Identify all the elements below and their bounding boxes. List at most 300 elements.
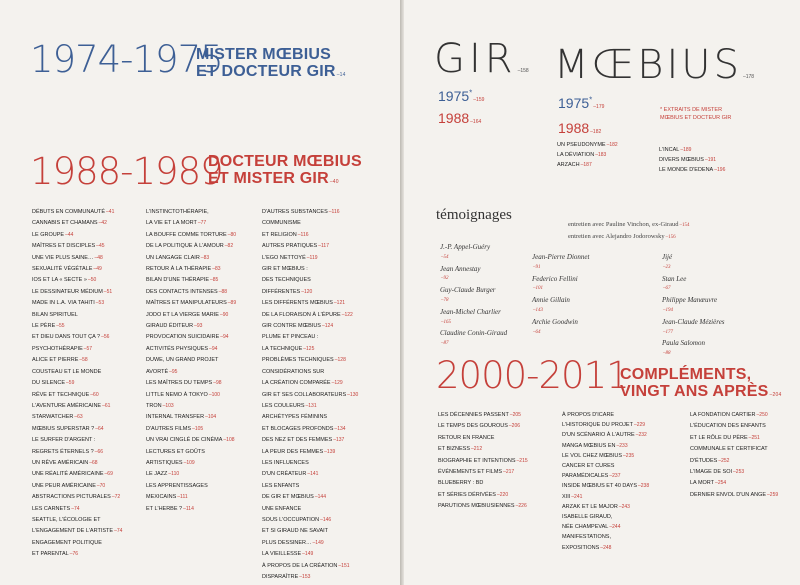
page-ref: –59 bbox=[66, 380, 75, 387]
entry-title: LE TEMPS DES GOUROUS bbox=[438, 423, 508, 430]
entry-title: COMMUNISME ET RELIGION bbox=[262, 220, 301, 238]
page-ref: –252 bbox=[718, 457, 730, 464]
page-ref: –194 bbox=[663, 307, 673, 313]
entry-title: LES COULEURS bbox=[262, 402, 305, 409]
toc-entry bbox=[146, 378, 258, 389]
toc-entry bbox=[146, 321, 258, 332]
toc-entry bbox=[32, 401, 142, 412]
entry-title: UN VRAI CINGLÉ DE CINÉMA bbox=[146, 437, 223, 444]
entry-title: PARUTIONS MŒBIUSIENNES bbox=[438, 503, 515, 510]
page-ref: –189 bbox=[680, 147, 692, 153]
entry-title: Annie Gillain bbox=[532, 296, 570, 305]
entry-title: UN RÊVE AMÉRICAIN bbox=[32, 459, 89, 466]
entry-title: BILAN SPIRITUEL LE PÈRE bbox=[32, 311, 78, 330]
page-ref: –98 bbox=[213, 380, 222, 387]
section-title-complements bbox=[620, 366, 781, 404]
entry-title: DES NEZ ET DES FEMMES bbox=[262, 437, 333, 444]
page-ref: –128 bbox=[334, 357, 346, 364]
entry-title: PSYCHOTHÉRAPIE bbox=[32, 345, 83, 352]
testimonials-column-1 bbox=[440, 242, 507, 350]
entry-title: RÊVE ET TECHNIQUE bbox=[32, 391, 90, 398]
page-ref: –72 bbox=[111, 494, 121, 501]
page-ref: –235 bbox=[623, 452, 635, 459]
page-ref: –122 bbox=[341, 311, 353, 318]
toc-column-3 bbox=[262, 207, 376, 583]
section-title-line: ET DOCTEUR GIR bbox=[196, 63, 336, 80]
footnote-mark: * bbox=[589, 95, 593, 105]
entry-title: UNE ENFANCE SOUS L'OCCUPATION bbox=[262, 505, 320, 523]
toc-entry bbox=[146, 241, 258, 252]
entry-title: UN LANGAGE CLAIR bbox=[146, 254, 200, 261]
entry-title: D'UN SCÉNARIO À L'AUTRE bbox=[562, 432, 635, 439]
page-ref: –119 bbox=[306, 254, 318, 261]
moebius-1988-list-b bbox=[659, 145, 725, 175]
toc-entry bbox=[146, 344, 258, 355]
page-ref: –215 bbox=[516, 457, 528, 464]
toc-entry bbox=[440, 264, 507, 286]
entry-title: J.-P. Appel-Guéry bbox=[440, 243, 491, 251]
page-ref: –48 bbox=[94, 254, 103, 261]
section-title-line: DOCTEUR MŒBIUS bbox=[208, 153, 362, 170]
page-ref: –159 bbox=[473, 97, 485, 103]
toc-entry bbox=[32, 424, 142, 435]
page-ref: –61 bbox=[102, 402, 111, 409]
page-ref: –74 bbox=[114, 528, 123, 535]
page-ref: –67 bbox=[663, 286, 671, 292]
entry-title: GIR ET SES COLLABORATEURS bbox=[262, 391, 347, 398]
footnote-mark: * bbox=[469, 88, 473, 98]
entry-title: LA PEUR DES FEMMES bbox=[262, 448, 324, 455]
toc-entry bbox=[262, 412, 376, 435]
toc-entry bbox=[557, 160, 618, 170]
entry-title: L'AVENTURE AMÉRICAINE bbox=[32, 402, 102, 409]
page-ref: –49 bbox=[93, 266, 102, 273]
toc-entry bbox=[262, 390, 376, 401]
page-ref: –220 bbox=[496, 491, 509, 498]
entry-title: CANNABIS ET CHAMANS bbox=[32, 220, 98, 227]
page-ref: –205 bbox=[509, 412, 521, 418]
page-ref: –92 bbox=[441, 276, 449, 282]
toc-entry bbox=[690, 490, 800, 501]
page-ref: –95 bbox=[169, 368, 178, 375]
page-ref: –60 bbox=[90, 391, 99, 398]
entry-title: LITTLE NEMO À TOKYO bbox=[146, 391, 208, 398]
page-ref: –109 bbox=[183, 459, 195, 466]
entry-title: L'IMAGE DE SOI bbox=[690, 469, 733, 476]
toc-entry bbox=[32, 264, 142, 275]
page-ref: –57 bbox=[83, 345, 93, 352]
entry-title: À PROPOS D'ICARE L'HISTORIQUE DU PROJET bbox=[562, 412, 633, 429]
toc-entry bbox=[662, 317, 725, 339]
toc-entry bbox=[146, 275, 258, 286]
page-ref: –51 bbox=[103, 288, 113, 295]
entry-title: SEATTLE, L'ÉCOLOGIE ET L'ENGAGEMENT DE L'ARTISTE bbox=[32, 516, 114, 535]
entry-title: DES CONTACTS INTENSES bbox=[146, 288, 218, 295]
page-ref: –233 bbox=[616, 442, 628, 449]
entry-title: Paula Salomon bbox=[662, 339, 705, 348]
toc-entry bbox=[146, 390, 258, 401]
page-ref: –237 bbox=[609, 473, 621, 480]
page-ref: –41 bbox=[106, 209, 115, 215]
entry-title: UNE RÉALITÉ AMÉRICAINE bbox=[32, 471, 104, 478]
entry-title: L'INSTINCTOTHÉRAPIE, LA VIE ET LA MORT bbox=[146, 209, 209, 227]
page-ref: –82 bbox=[224, 243, 234, 250]
toc-entry bbox=[262, 447, 376, 458]
toc-entry bbox=[662, 252, 725, 274]
entry-title: LES DÉCENNIES PASSENT bbox=[438, 412, 509, 418]
toc-entry bbox=[262, 401, 376, 412]
toc-entry bbox=[438, 478, 554, 501]
toc-entry bbox=[262, 561, 376, 572]
complements-column-2 bbox=[562, 410, 680, 553]
toc-entry bbox=[532, 295, 589, 317]
interviews bbox=[568, 219, 690, 243]
complements-column-3 bbox=[690, 410, 800, 501]
toc-entry bbox=[262, 253, 376, 264]
page-ref: –63 bbox=[74, 414, 83, 421]
toc-entry bbox=[557, 150, 618, 160]
page-ref: –70 bbox=[96, 482, 106, 489]
page-ref: –114 bbox=[183, 505, 194, 512]
page-ref: –124 bbox=[321, 323, 334, 330]
entry-title: Jean-Pierre Dionnet bbox=[532, 253, 590, 261]
toc-entry bbox=[32, 207, 142, 218]
page-ref: –212 bbox=[471, 446, 483, 453]
toc-entry bbox=[562, 451, 680, 461]
toc-entry bbox=[262, 355, 376, 366]
moebius-word: MŒBIUS bbox=[554, 42, 742, 88]
page-ref: –146 bbox=[320, 516, 332, 523]
toc-entry bbox=[438, 421, 554, 432]
page-ref: –149 bbox=[312, 539, 324, 546]
page-ref: –177 bbox=[663, 329, 673, 335]
toc-entry bbox=[146, 287, 258, 298]
toc-entry bbox=[32, 481, 142, 492]
toc-entry bbox=[262, 481, 376, 504]
toc-entry bbox=[562, 512, 680, 532]
section-years-2000: 2000-2011 bbox=[436, 354, 629, 397]
toc-entry bbox=[438, 433, 554, 456]
toc-entry bbox=[438, 467, 554, 478]
entry-title: BILAN D'UNE THÉRAPIE bbox=[146, 277, 209, 284]
entry-title: LE JAZZ bbox=[146, 471, 168, 478]
toc-entry bbox=[262, 264, 376, 298]
toc-entry bbox=[146, 435, 258, 446]
toc-entry bbox=[146, 207, 258, 230]
entry-title: L'EGO NETTOYÉ bbox=[262, 254, 306, 261]
moebius-heading bbox=[554, 42, 754, 88]
entry-title: IOS ET LA « SECTE » bbox=[32, 277, 87, 284]
toc-entry bbox=[262, 526, 376, 549]
page-ref: –83 bbox=[200, 254, 210, 261]
entry-title: LE SURFER D'ARGENT : REGRETS ÉTERNELS ? bbox=[32, 437, 96, 455]
toc-entry bbox=[32, 515, 142, 538]
page-ref: –226 bbox=[515, 503, 527, 510]
page-ref: –94 bbox=[220, 334, 229, 341]
section-title-docteur-moebius bbox=[208, 153, 362, 191]
entry-title: COUSTEAU ET LE MONDE DU SILENCE bbox=[32, 368, 102, 387]
entry-title: LE DESSINATEUR MÉDIUM bbox=[32, 288, 103, 295]
entry-title: MAÎTRES ET MANIPULATEURS bbox=[146, 300, 227, 307]
page-ref: –116 bbox=[328, 209, 340, 215]
entry-title: INSIDE MŒBIUS ET 40 DAYS bbox=[562, 483, 637, 490]
entry-title: Stan Lee bbox=[662, 274, 687, 283]
page-ref: –253 bbox=[733, 469, 745, 476]
entry-title: DUWE, UN GRAND PROJET AVORTÉ bbox=[146, 357, 219, 375]
toc-entry bbox=[440, 307, 507, 329]
toc-entry bbox=[146, 424, 258, 435]
entry-title: LA MORT bbox=[690, 480, 715, 487]
page-ref: –116 bbox=[297, 231, 309, 238]
entry-title: L'ÉDUCATION DES ENFANTS ET LE RÔLE DU PÈRE bbox=[690, 423, 766, 441]
page-ref: –23 bbox=[663, 264, 671, 270]
toc-entry bbox=[438, 456, 554, 467]
right-page bbox=[404, 0, 800, 585]
page-ref: –88 bbox=[218, 288, 228, 295]
entry-title: PLUME ET PINCEAU : LA TECHNIQUE bbox=[262, 334, 319, 352]
entry-title: LA DÉVIATION bbox=[557, 152, 595, 158]
page-ref: –229 bbox=[633, 422, 646, 429]
year: 1975 bbox=[558, 95, 590, 111]
toc-entry bbox=[146, 412, 258, 423]
section-title-line: COMPLÉMENTS, bbox=[620, 366, 752, 383]
toc-entry bbox=[262, 549, 376, 560]
page-ref: –251 bbox=[748, 434, 760, 441]
toc-entry bbox=[146, 504, 258, 515]
entry-title: MANGA MŒBIUS EN bbox=[562, 442, 616, 449]
moebius-1988-list-a bbox=[557, 140, 618, 170]
toc-entry bbox=[262, 218, 376, 241]
entry-title: ACTIVITÉS PHYSIQUES bbox=[146, 345, 209, 352]
toc-entry bbox=[690, 478, 800, 489]
entry-title: CONSIDÉRATIONS SUR LA CRÉATION COMPARÉE bbox=[262, 368, 331, 387]
toc-entry bbox=[440, 285, 507, 307]
toc-entry bbox=[32, 253, 142, 264]
entry-title: DIVERS MŒBIUS bbox=[659, 157, 704, 163]
interview-1: entretien avec Pauline Vinchon, ex-Giraud bbox=[568, 221, 679, 228]
page-ref: –54 bbox=[441, 254, 449, 260]
toc-entry bbox=[262, 435, 376, 446]
page-ref: –238 bbox=[637, 483, 650, 490]
toc-entry bbox=[532, 317, 589, 339]
entry-title: À PROPOS DE LA CRÉATION bbox=[262, 562, 338, 569]
toc-entry bbox=[32, 298, 142, 309]
entry-title: PROBLÈMES TECHNIQUES bbox=[262, 357, 334, 364]
page-ref: –68 bbox=[89, 459, 98, 466]
toc-entry bbox=[32, 241, 142, 252]
year: 1988 bbox=[438, 110, 470, 126]
toc-entry bbox=[32, 287, 142, 298]
page-ref: –100 bbox=[208, 391, 220, 398]
page-ref: –76 bbox=[69, 551, 79, 558]
entry-title: DE LA POLITIQUE À L'AMOUR bbox=[146, 243, 224, 250]
toc-entry bbox=[32, 230, 142, 241]
year: 1975 bbox=[438, 88, 470, 104]
page-ref: –259 bbox=[767, 491, 779, 498]
toc-entry bbox=[532, 274, 589, 296]
page-ref: –125 bbox=[303, 345, 315, 352]
toc-entry bbox=[562, 502, 680, 512]
toc-entry bbox=[32, 275, 142, 286]
testimonials-column-2 bbox=[532, 252, 589, 338]
entry-title: LE VOL CHEZ MŒBIUS bbox=[562, 452, 623, 459]
toc-entry bbox=[659, 145, 725, 155]
entry-title: ARCHÉTYPES FÉMININS ET BLOCAGES PROFONDS bbox=[262, 414, 334, 432]
page-ref: –64 bbox=[533, 329, 541, 335]
testimonials-column-3 bbox=[662, 252, 725, 360]
page-ref: –151 bbox=[338, 562, 350, 569]
section-title-mister-moebius bbox=[196, 46, 346, 84]
entry-title: SEXUALITÉ VÉGÉTALE bbox=[32, 266, 93, 273]
page-ref: –139 bbox=[324, 448, 336, 455]
page-ref: –93 bbox=[194, 323, 203, 330]
toc-entry bbox=[262, 504, 376, 527]
section-title-line: ET MISTER GIR bbox=[208, 170, 329, 187]
toc-entry bbox=[32, 390, 142, 401]
page-ref: –88 bbox=[663, 351, 671, 357]
page-ref: –58 bbox=[79, 357, 88, 364]
entry-title: JODO ET LA VIERGE MARIE bbox=[146, 311, 219, 318]
page-ref: –108 bbox=[223, 437, 235, 444]
toc-entry bbox=[146, 264, 258, 275]
entry-title: PROVOCATION SUICIDAIRE bbox=[146, 334, 220, 341]
section-years-1988: 1988-1989 bbox=[30, 150, 223, 193]
entry-title: Jean-Michel Charlier bbox=[440, 307, 501, 316]
page-ref: –14 bbox=[336, 72, 346, 78]
toc-entry bbox=[262, 572, 376, 583]
toc-entry bbox=[262, 332, 376, 355]
page-ref: –90 bbox=[219, 311, 229, 318]
entry-title: ARZACH bbox=[557, 162, 580, 168]
entry-title: MANIFESTATIONS, EXPOSITIONS bbox=[562, 534, 611, 551]
page-ref: –117 bbox=[318, 243, 329, 250]
toc-entry bbox=[562, 532, 680, 552]
entry-title: DISPARAÎTRE bbox=[262, 574, 299, 580]
entry-title: Philippe Manœuvre bbox=[662, 296, 718, 305]
page-ref: –130 bbox=[347, 391, 359, 398]
entry-title: INTERNAL TRANSFER bbox=[146, 414, 205, 421]
page-ref: –206 bbox=[508, 423, 521, 430]
entry-title: Guy-Claude Burger bbox=[440, 286, 496, 295]
entry-title: ALICE ET PIERRE bbox=[32, 357, 79, 364]
toc-entry bbox=[659, 165, 725, 175]
toc-entry bbox=[146, 355, 258, 378]
toc-entry bbox=[146, 332, 258, 343]
page-ref: –164 bbox=[470, 119, 482, 125]
entry-title: GIR ET MŒBIUS : DES TECHNIQUES DIFFÉRENTES bbox=[262, 266, 311, 295]
entry-title: Archie Goodwin bbox=[532, 317, 578, 326]
page-ref: –74 bbox=[71, 505, 80, 512]
page-ref: –131 bbox=[305, 402, 317, 409]
page-ref: –87 bbox=[441, 341, 449, 347]
toc-entry bbox=[146, 230, 258, 241]
temoignages-title: témoignages bbox=[436, 207, 512, 223]
page-ref: –134 bbox=[334, 425, 346, 432]
page-ref: –254 bbox=[715, 480, 727, 487]
page-ref: –45 bbox=[96, 243, 105, 250]
toc-entry bbox=[32, 538, 142, 561]
entry-title: Jean-Claude Mézières bbox=[662, 317, 725, 326]
page-ref: –149 bbox=[302, 551, 314, 558]
page-ref: –129 bbox=[331, 380, 343, 387]
toc-entry bbox=[659, 155, 725, 165]
entry-title: DERNIER ENVOL D'UN ANGE bbox=[690, 491, 767, 498]
toc-entry bbox=[532, 252, 589, 274]
toc-entry bbox=[32, 344, 142, 355]
entry-title: ET L'HERBE ? bbox=[146, 505, 183, 512]
entry-title: TRON bbox=[146, 402, 162, 409]
toc-entry bbox=[262, 310, 376, 321]
toc-entry bbox=[32, 504, 142, 515]
page-ref: –89 bbox=[227, 300, 237, 307]
entry-title: Jean Annestay bbox=[440, 264, 481, 273]
entry-title: LA BOUFFE COMME TORTURE bbox=[146, 231, 227, 238]
toc-entry bbox=[562, 481, 680, 491]
page-ref: –158 bbox=[517, 68, 529, 74]
entry-title: LECTURES ET GOÛTS ARTISTIQUES bbox=[146, 448, 205, 466]
toc-entry bbox=[662, 338, 725, 360]
page-ref: –66 bbox=[94, 448, 104, 455]
toc-entry bbox=[562, 461, 680, 481]
entry-title: MADE IN L.A. VIA TAHITI bbox=[32, 300, 95, 307]
page-ref: –187 bbox=[580, 162, 592, 168]
page-ref: –50 bbox=[87, 277, 97, 284]
toc-entry bbox=[562, 430, 680, 440]
toc-entry bbox=[262, 241, 376, 252]
page-ref: –196 bbox=[714, 167, 726, 173]
entry-title: ET SI GIRAUD NE SAVAIT PLUS DESSINER… bbox=[262, 528, 329, 546]
section-title-line: MISTER MŒBIUS bbox=[196, 46, 332, 63]
entry-title: ENGAGEMENT POLITIQUE ET PARENTAL bbox=[32, 539, 102, 558]
entry-title: D'AUTRES FILMS bbox=[146, 425, 192, 432]
page-ref: –165 bbox=[441, 319, 451, 325]
toc-entry bbox=[32, 367, 142, 390]
page-ref: –42 bbox=[98, 220, 107, 227]
page-ref: –104 bbox=[205, 414, 217, 421]
entry-title: ABSTRACTIONS PICTURALES bbox=[32, 494, 111, 501]
entry-title: AUTRES PRATIQUES bbox=[262, 243, 318, 250]
entry-title: XIII bbox=[562, 493, 571, 500]
toc-entry bbox=[262, 298, 376, 309]
entry-title: UNE VIE PLUS SAINE… bbox=[32, 254, 94, 261]
page-ref: –110 bbox=[168, 471, 180, 478]
page-ref: –154 bbox=[679, 223, 690, 228]
toc-entry bbox=[32, 412, 142, 423]
entry-title: COMMUNALE ET CERTIFICAT D'ÉTUDES bbox=[690, 446, 768, 464]
entry-title: RETOUR À LA THÉRAPIE bbox=[146, 266, 212, 273]
gir-1988 bbox=[438, 110, 481, 126]
entry-title: D'AUTRES SUBSTANCES bbox=[262, 209, 328, 215]
gir-word: GIR bbox=[434, 36, 517, 82]
toc-entry bbox=[262, 458, 376, 481]
entry-title: GIRAUD ÉDITEUR bbox=[146, 323, 194, 330]
page-ref: –69 bbox=[104, 471, 113, 478]
page-ref: –56 bbox=[101, 334, 110, 341]
toc-entry bbox=[662, 295, 725, 317]
entry-title: Claudine Conin-Giraud bbox=[440, 329, 508, 338]
toc-entry bbox=[146, 469, 258, 480]
year: 1988 bbox=[558, 120, 590, 136]
entry-title: LE GROUPE bbox=[32, 231, 65, 238]
toc-entry bbox=[438, 501, 554, 512]
toc-entry bbox=[146, 298, 258, 309]
page-ref: –244 bbox=[609, 524, 621, 531]
complements-column-1 bbox=[438, 410, 554, 513]
page-ref: –83 bbox=[212, 266, 221, 273]
page-ref: –80 bbox=[227, 231, 237, 238]
toc-entry bbox=[690, 421, 800, 444]
page-ref: –55 bbox=[56, 323, 65, 330]
